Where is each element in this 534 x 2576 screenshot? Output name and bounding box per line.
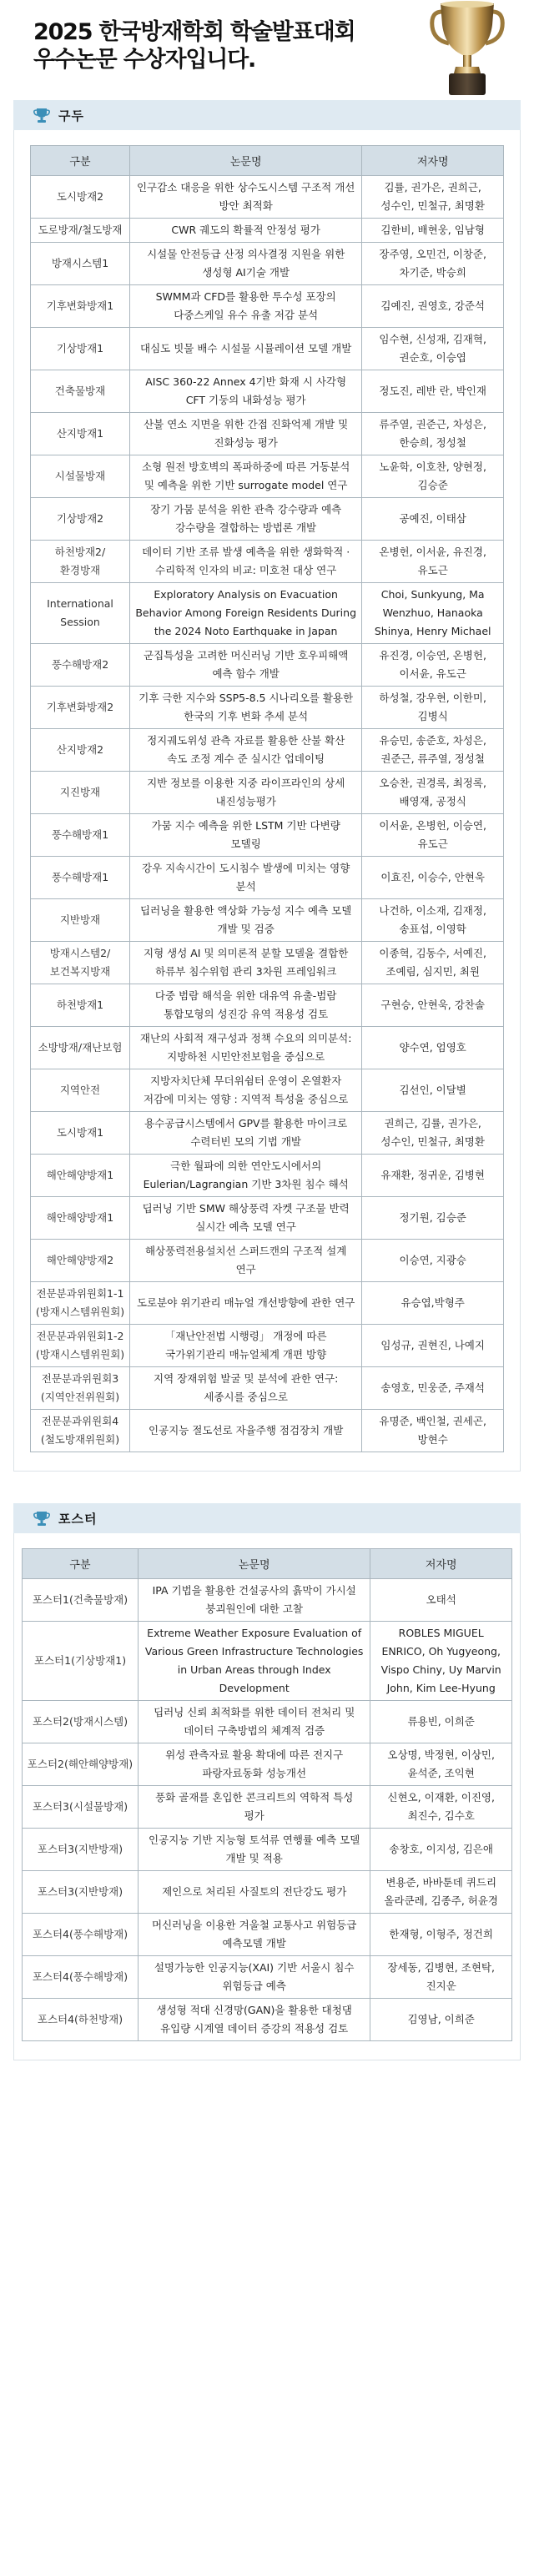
row-category: 기상방재2: [30, 498, 129, 541]
row-category: 풍수해방재1: [30, 814, 129, 857]
row-authors: 이서윤, 온병헌, 이승연, 유도근: [362, 814, 504, 857]
table-row: [30, 541, 503, 583]
row-paper-title: 지역 장재위험 발굴 및 분석에 관한 연구: 세종시를 중심으로: [130, 1367, 362, 1410]
oral-section-title: 구두: [58, 108, 84, 123]
page-header: [0, 0, 534, 100]
row-category: 포스터4(풍수해방재): [22, 1956, 138, 1999]
row-authors: 김한비, 배현웅, 임남형: [362, 219, 504, 243]
table-row: [30, 1069, 503, 1112]
table-row: [22, 1914, 511, 1956]
trophy-icon: [33, 107, 50, 123]
table-row: [30, 285, 503, 328]
table-row: [30, 1197, 503, 1240]
row-category: 전문분과위원회4 (철도방재위원회): [30, 1410, 129, 1452]
row-category: 도로방재/철도방재: [30, 219, 129, 243]
row-paper-title: 딥러닝을 활용한 액상화 가능성 지수 예측 모델 개발 및 검증: [130, 899, 362, 942]
table-row: [30, 1282, 503, 1325]
poster-table-body: [22, 1579, 511, 2041]
row-paper-title: 인공지능 기반 지능형 토석류 연행률 예측 모델 개발 및 적용: [139, 1829, 370, 1871]
row-paper-title: 다중 범람 해석을 위한 대유역 유출-범람 통합모형의 성진강 유역 적용성 검토: [130, 984, 362, 1027]
row-paper-title: 소형 원전 방호벽의 폭파하중에 따른 거동분석 및 예측을 위한 기반 surrogate model 연구: [130, 455, 362, 498]
table-header-row: [22, 1549, 511, 1579]
table-row: [30, 1410, 503, 1452]
row-authors: ROBLES MIGUEL ENRICO, Oh Yugyeong, Vispo Chiny, Uy Marvin John, Kim Lee-Hyung: [370, 1622, 512, 1701]
poster-section-title: 포스터: [58, 1511, 98, 1527]
row-category: 방재시스템2/보건복지방재: [30, 942, 129, 984]
row-authors: 김선인, 이달별: [362, 1069, 504, 1112]
column-header-authors: 저자명: [370, 1549, 512, 1579]
row-category: 산지방재2: [30, 729, 129, 772]
row-category: 포스터4(풍수해방재): [22, 1914, 138, 1956]
row-category: 시설물방재: [30, 455, 129, 498]
row-authors: 임수현, 신성재, 김재혁, 권순호, 이승엽: [362, 328, 504, 370]
table-row: [22, 1743, 511, 1786]
row-authors: 오태석: [370, 1579, 512, 1622]
row-paper-title: 인구감소 대응을 위한 상수도시스템 구조적 개선 방안 최적화: [130, 176, 362, 219]
row-authors: 장세동, 김병현, 조현탁, 진지운: [370, 1956, 512, 1999]
row-authors: 류용빈, 이희준: [370, 1701, 512, 1743]
page-title-line1: 2025 한국방재학회 학술발표대회: [33, 19, 355, 45]
row-paper-title: 시설물 안전등급 산정 의사결정 지원을 위한 생성형 AI기술 개발: [130, 243, 362, 285]
row-paper-title: 해상풍력전용설치선 스퍼드캔의 구조적 설계 연구: [130, 1240, 362, 1282]
row-paper-title: 재난의 사회적 재구성과 정책 수요의 의미분석: 지방하천 시민안전보험을 중심으로: [130, 1027, 362, 1069]
row-paper-title: 지형 생성 AI 및 의미론적 분할 모델을 결합한 하류부 침수위험 관리 3차원 프레임워크: [130, 942, 362, 984]
table-row: [30, 219, 503, 243]
trophy-icon: [426, 0, 509, 98]
row-authors: 정도진, 레반 란, 박인재: [362, 370, 504, 413]
row-category: 하천방재2/환경방재: [30, 541, 129, 583]
row-paper-title: Exploratory Analysis on Evacuation Behavior Among Foreign Residents During the 2024 Noto Earthquake in Japan: [130, 583, 362, 644]
oral-section-header: [13, 100, 521, 130]
row-category: 해안해양방재1: [30, 1155, 129, 1197]
row-category: 풍수해방재2: [30, 644, 129, 687]
row-authors: 유승민, 송준호, 차성은, 권준근, 류주열, 정성철: [362, 729, 504, 772]
row-paper-title: 「재난안전법 시행령」 개정에 따른 국가위기관리 매뉴얼체계 개편 방향: [130, 1325, 362, 1367]
oral-table-body: [30, 176, 503, 1452]
row-authors: 오상명, 박정현, 이상민, 윤석준, 조익현: [370, 1743, 512, 1786]
table-row: [30, 1325, 503, 1367]
table-row: [30, 1367, 503, 1410]
column-header-category: 구분: [22, 1549, 138, 1579]
table-row: [30, 413, 503, 455]
row-category: 기후변화방재2: [30, 687, 129, 729]
row-paper-title: 딥러닝 기반 SMW 해상풍력 자켓 구조물 반력 실시간 예측 모델 연구: [130, 1197, 362, 1240]
row-category: 지역안전: [30, 1069, 129, 1112]
row-paper-title: 가뭄 지수 예측을 위한 LSTM 기반 다변량 모델링: [130, 814, 362, 857]
row-paper-title: CWR 궤도의 확률적 안정성 평가: [130, 219, 362, 243]
row-authors: 나건하, 이소재, 김재정, 송표섭, 이영학: [362, 899, 504, 942]
row-authors: 하성철, 강우현, 이한미, 김병식: [362, 687, 504, 729]
table-row: [30, 687, 503, 729]
table-row: [30, 370, 503, 413]
table-row: [30, 857, 503, 899]
row-paper-title: 장기 가뭄 분석을 위한 관측 강수량과 예측 강수량을 결합하는 방법론 개발: [130, 498, 362, 541]
row-authors: 유승엽,박형주: [362, 1282, 504, 1325]
column-header-paper: 논문명: [130, 146, 362, 176]
row-paper-title: 산불 연소 지면을 위한 간접 진화억제 개발 및 진화성능 평가: [130, 413, 362, 455]
table-row: [22, 1786, 511, 1829]
row-category: 포스터2(방재시스템): [22, 1701, 138, 1743]
row-category: 방재시스템1: [30, 243, 129, 285]
page-title-line2: 우수논문 수상자입니다.: [33, 47, 256, 73]
row-category: 포스터4(하천방재): [22, 1999, 138, 2041]
table-row: [30, 455, 503, 498]
table-row: [30, 1155, 503, 1197]
table-row: [22, 1579, 511, 1622]
row-authors: 이효진, 이승수, 안현욱: [362, 857, 504, 899]
row-paper-title: 설명가능한 인공지능(XAI) 기반 서울시 침수 위험등급 예측: [139, 1956, 370, 1999]
row-authors: 유명준, 백인철, 권세곤, 방현수: [362, 1410, 504, 1452]
table-row: [30, 583, 503, 644]
row-category: 지반방재: [30, 899, 129, 942]
row-category: 포스터3(지반방재): [22, 1871, 138, 1914]
row-authors: 장주영, 오민건, 이창준, 차기준, 박승희: [362, 243, 504, 285]
row-authors: 김예진, 권영호, 강준석: [362, 285, 504, 328]
row-authors: 양수연, 엄영호: [362, 1027, 504, 1069]
row-category: 하천방재1: [30, 984, 129, 1027]
row-authors: 노윤학, 이호찬, 양현정, 김승준: [362, 455, 504, 498]
row-category: 지진방재: [30, 772, 129, 814]
table-row: [30, 1240, 503, 1282]
row-category: 도시방재1: [30, 1112, 129, 1155]
table-row: [30, 1112, 503, 1155]
row-category: 포스터1(기상방재1): [22, 1622, 138, 1701]
column-header-paper: 논문명: [139, 1549, 370, 1579]
table-row: [30, 814, 503, 857]
table-row: [22, 1871, 511, 1914]
row-category: 포스터3(지반방재): [22, 1829, 138, 1871]
section-gap: [0, 1472, 534, 1503]
row-category: 해안해양방재1: [30, 1197, 129, 1240]
row-paper-title: 풍화 골재를 혼입한 콘크리트의 역학적 특성 평가: [139, 1786, 370, 1829]
poster-section: [13, 1503, 521, 2060]
row-authors: 공예진, 이태삼: [362, 498, 504, 541]
column-header-category: 구분: [30, 146, 129, 176]
row-authors: 오승찬, 권경록, 최정록, 배영재, 공정식: [362, 772, 504, 814]
row-authors: 송영호, 민웅준, 주재석: [362, 1367, 504, 1410]
row-category: 기후변화방재1: [30, 285, 129, 328]
row-category: 해안해양방재2: [30, 1240, 129, 1282]
row-category: 전문분과위원회1-2 (방재시스템위원회): [30, 1325, 129, 1367]
row-authors: 유진경, 이승연, 온병헌, 이서윤, 유도근: [362, 644, 504, 687]
row-paper-title: IPA 기법을 활용한 건설공사의 흙막이 가시설 붕괴원인에 대한 고찰: [139, 1579, 370, 1622]
table-row: [22, 1956, 511, 1999]
row-authors: 변용준, 바바툰데 퀴드리 올라쿤레, 김종주, 허윤경: [370, 1871, 512, 1914]
table-row: [22, 1701, 511, 1743]
row-authors: 이종혁, 김동수, 서예진, 조예림, 심지민, 최원: [362, 942, 504, 984]
table-row: [30, 243, 503, 285]
row-authors: 권희근, 김률, 권가은, 성수인, 민철규, 최명환: [362, 1112, 504, 1155]
row-paper-title: 데이터 기반 조류 발생 예측을 위한 생화학적 · 수리학적 인자의 비교: 미호천 대상 연구: [130, 541, 362, 583]
row-paper-title: 대심도 빗물 배수 시설물 시뮬레이션 모델 개발: [130, 328, 362, 370]
row-paper-title: 지방자치단체 무더위쉼터 운영이 온열환자 저감에 미치는 영향 : 지역적 특성을 중심으로: [130, 1069, 362, 1112]
row-category: 기상방재1: [30, 328, 129, 370]
row-paper-title: 극한 월파에 의한 연안도시에서의 Eulerian/Lagrangian 기반 3차원 침수 해석: [130, 1155, 362, 1197]
row-category: 포스터2(해안해양방재): [22, 1743, 138, 1786]
trophy-icon: [33, 1510, 50, 1527]
table-row: [30, 984, 503, 1027]
poster-section-header: [13, 1503, 521, 1533]
row-paper-title: SWMM과 CFD를 활용한 투수성 포장의 다중스케일 유수 유출 저감 분석: [130, 285, 362, 328]
row-paper-title: 도로분야 위기관리 매뉴얼 개선방향에 관한 연구: [130, 1282, 362, 1325]
poster-section-body: [13, 1533, 521, 2060]
row-paper-title: 정지궤도위성 관측 자료를 활용한 산불 확산 속도 조정 계수 준 실시간 업데이팅: [130, 729, 362, 772]
row-category: 풍수해방재1: [30, 857, 129, 899]
row-paper-title: 위성 관측자료 활용 확대에 따른 전지구 파랑자료동화 성능개선: [139, 1743, 370, 1786]
row-paper-title: 인공지능 절도선로 자율주행 점검장치 개발: [130, 1410, 362, 1452]
row-category: 포스터1(건축물방재): [22, 1579, 138, 1622]
column-header-authors: 저자명: [362, 146, 504, 176]
row-paper-title: 기후 극한 지수와 SSP5-8.5 시나리오를 활용한 한국의 기후 변화 추세 분석: [130, 687, 362, 729]
row-authors: 김률, 권가은, 권희근, 성수인, 민철규, 최명환: [362, 176, 504, 219]
table-row: [30, 1027, 503, 1069]
table-row: [30, 328, 503, 370]
row-paper-title: AISC 360-22 Annex 4기반 화재 시 사각형 CFT 기둥의 내화성능 평가: [130, 370, 362, 413]
table-row: [22, 1999, 511, 2041]
row-category: 산지방재1: [30, 413, 129, 455]
row-paper-title: 지반 정보를 이용한 지중 라이프라인의 상세 내진성능평가: [130, 772, 362, 814]
row-paper-title: 생성형 적대 신경망(GAN)을 활용한 대청댐 유입량 시계열 데이터 증강의 적용성 검토: [139, 1999, 370, 2041]
table-row: [30, 729, 503, 772]
table-header-row: [30, 146, 503, 176]
oral-table: [30, 145, 504, 1452]
row-authors: 류주열, 권준근, 차성은, 한승희, 정성철: [362, 413, 504, 455]
row-authors: 송창호, 이지성, 김은애: [370, 1829, 512, 1871]
poster-table: [22, 1548, 512, 2041]
table-row: [30, 644, 503, 687]
row-authors: 임성규, 권현진, 나예지: [362, 1325, 504, 1367]
table-row: [22, 1622, 511, 1701]
table-row: [30, 772, 503, 814]
table-row: [30, 942, 503, 984]
oral-section: [13, 100, 521, 1472]
row-category: 전문분과위원회1-1 (방재시스템위원회): [30, 1282, 129, 1325]
row-category: 포스터3(시설물방재): [22, 1786, 138, 1829]
row-authors: 신현오, 이재환, 이진영, 최진수, 김수호: [370, 1786, 512, 1829]
table-row: [30, 498, 503, 541]
row-category: 도시방재2: [30, 176, 129, 219]
row-authors: 한재형, 이형주, 정건희: [370, 1914, 512, 1956]
row-authors: 온병헌, 이서윤, 유진경, 유도근: [362, 541, 504, 583]
row-category: International Session: [30, 583, 129, 644]
row-paper-title: 군집특성을 고려한 머신러닝 기반 호우피해액 예측 함수 개발: [130, 644, 362, 687]
table-row: [30, 899, 503, 942]
row-paper-title: 제인으로 처리된 사질토의 전단강도 평가: [139, 1871, 370, 1914]
row-authors: 정기원, 김승준: [362, 1197, 504, 1240]
row-category: 전문분과위원회3 (지역안전위원회): [30, 1367, 129, 1410]
row-authors: 유재환, 정귀운, 김병현: [362, 1155, 504, 1197]
row-paper-title: Extreme Weather Exposure Evaluation of Various Green Infrastructure Technologies in Urban Areas through Index Development: [139, 1622, 370, 1701]
oral-section-body: [13, 130, 521, 1472]
row-category: 소방방재/재난보험: [30, 1027, 129, 1069]
row-authors: 이승연, 지광승: [362, 1240, 504, 1282]
table-row: [30, 176, 503, 219]
row-paper-title: 머신러닝을 이용한 겨울철 교통사고 위험등급 예측모델 개발: [139, 1914, 370, 1956]
row-paper-title: 강우 지속시간이 도시침수 발생에 미치는 영향 분석: [130, 857, 362, 899]
row-authors: 구현승, 안현욱, 강찬솔: [362, 984, 504, 1027]
row-authors: 김영남, 이희준: [370, 1999, 512, 2041]
row-category: 건축물방재: [30, 370, 129, 413]
row-paper-title: 딥러닝 신뢰 최적화를 위한 데이터 전처리 및 데이터 구축방법의 체계적 검증: [139, 1701, 370, 1743]
row-authors: Choi, Sunkyung, Ma Wenzhuo, Hanaoka Shinya, Henry Michael: [362, 583, 504, 644]
table-row: [22, 1829, 511, 1871]
row-paper-title: 용수공급시스템에서 GPV를 활용한 마이크로 수력터빈 모의 기법 개발: [130, 1112, 362, 1155]
